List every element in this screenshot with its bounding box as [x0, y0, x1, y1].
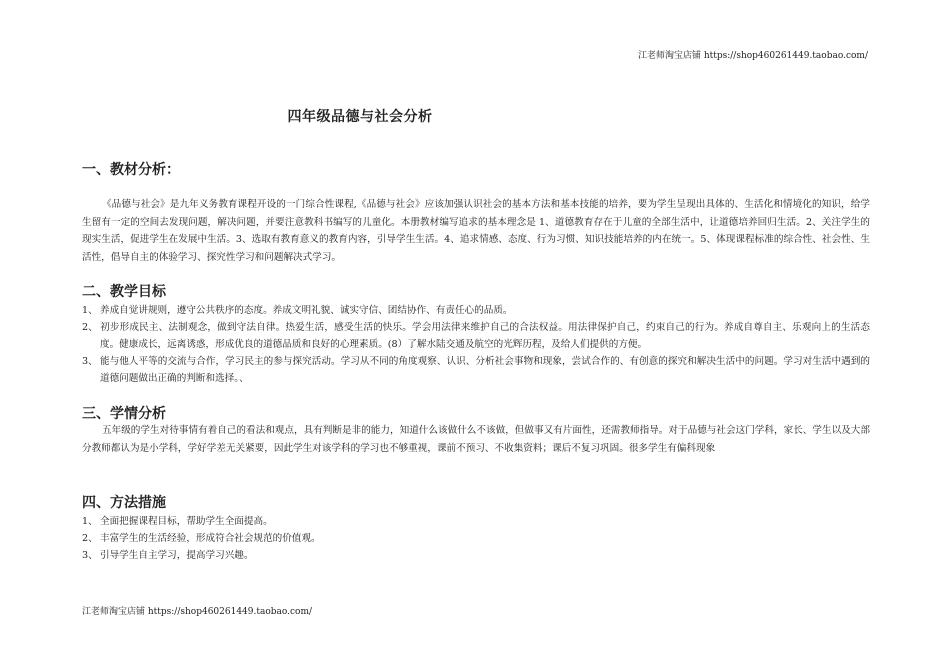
list-item [82, 302, 870, 319]
list-item [82, 353, 870, 387]
list-text: 全面把握课程目标，帮助学生全面提高。 [100, 516, 273, 527]
list-number: 2、 [82, 322, 98, 333]
section-paragraph: 《品德与社会》是九年义务教育课程开设的一门综合性课程,《品德与社会》应该加强认识社会的基本方法和基本技能的培养，要为学生呈现出具体的、生活化和情境化的知识，给学生留有一定的空间去发现问题，解决问题，并要注意教科书编写的儿童化。本册教材编写追求的基本理念是 1、道德教育存在于儿童的全部生活中，让道德培养回归生活。2、关注学生的现实生活，促进学生在发展中生活。3、选取有教育意义的教育内容，引导学生生活。4、追求情感、态度、行为习惯、知识技能培养的内在统一。5、体现课程标准的综合性、社会性、生活性，倡导自主的体验学习、探究性学习和问题解决式学习。 [82, 199, 870, 263]
list-item [82, 513, 870, 530]
section-paragraph: 五年级的学生对待事情有着自己的看法和观点，具有判断是非的能力，知道什么该做什么不该做，但做事又有片面性，还需教师指导。对于品德与社会这门学科，家长、学生以及大部分教师都认为是小学科，学好学差无关紧要，因此学生对该学科的学习也不够重视，课前不预习、不收集资料；课后不复习巩固。很多学生有偏科现象 [82, 425, 870, 454]
section-methods [82, 493, 870, 564]
header-note: 江老师淘宝店铺 https://shop460261449.taobao.com/ [637, 51, 868, 61]
list-item [82, 530, 870, 547]
list-number: 1、 [82, 305, 98, 316]
list-item [82, 547, 870, 564]
list-text: 丰富学生的生活经验，形成符合社会规范的价值观。 [100, 533, 321, 544]
section-heading: 三、学情分析 [82, 406, 166, 422]
list-item [82, 319, 870, 353]
section-student-analysis [82, 404, 870, 457]
list-text: 养成自觉讲规则，遵守公共秩序的态度。养成文明礼貌、诚实守信、团结协作、有责任心的品质。 [100, 305, 513, 316]
list-number: 2、 [82, 533, 98, 544]
list-number: 3、 [82, 356, 98, 367]
list-number: 1、 [82, 516, 98, 527]
document-title: 四年级品德与社会分析 [287, 109, 433, 125]
list-text: 能与他人平等的交流与合作，学习民主的参与探究活动。学习从不同的角度观察、认识、分析社会事物和现象，尝试合作的、有创意的探究和解决生活中的问题。学习对生活中遇到的道德问题做出正确的判断和选择。、 [100, 356, 870, 384]
footer-note: 江老师淘宝店铺 https://shop460261449.taobao.com/ [82, 607, 313, 617]
section-teaching-goals [82, 282, 870, 387]
list-text: 引导学生自主学习，提高学习兴趣。 [100, 550, 254, 561]
section-textbook-analysis [82, 160, 870, 266]
list-number: 3、 [82, 550, 98, 561]
section-heading: 二、教学目标 [82, 284, 166, 300]
section-heading: 四、方法措施 [82, 495, 166, 511]
section-heading: 一、教材分析： [82, 162, 180, 178]
list-text: 初步形成民主、法制观念，做到守法自律。热爱生活，感受生活的快乐。学会用法律来维护自己的合法权益。用法律保护自己，约束自己的行为。养成自尊自主、乐观向上的生活态度。健康成长，远离诱惑，形成优良的道德品质和良好的心理素质。(8）了解水陆交通及航空的光辉历程，及给人们提供的方便。 [100, 322, 870, 350]
